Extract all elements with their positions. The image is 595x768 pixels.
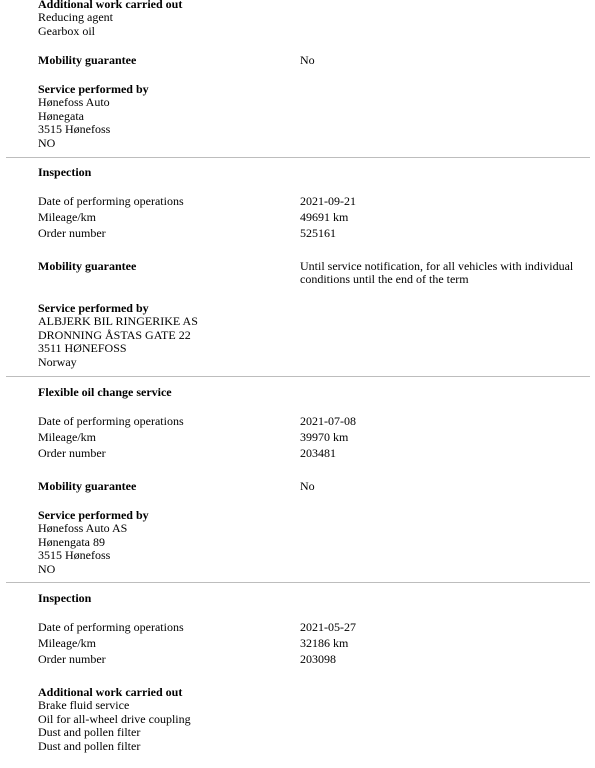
mobility-guarantee-value: No xyxy=(300,479,315,493)
service-performed-section xyxy=(38,509,149,576)
order-value: 203481 xyxy=(300,446,336,460)
order-value: 203098 xyxy=(300,652,336,666)
order-label: Order number xyxy=(38,652,106,666)
mileage-label: Mileage/km xyxy=(38,210,96,224)
mobility-guarantee-label: Mobility guarantee xyxy=(38,479,137,493)
additional-work-item: Reducing agent xyxy=(38,10,113,25)
service-address-line: 3515 Hønefoss xyxy=(38,122,111,137)
service-address-line: DRONNING ÅSTAS GATE 22 xyxy=(38,327,191,342)
service-address-line: Hønefoss Auto AS xyxy=(38,521,128,536)
service-performed-heading: Service performed by xyxy=(38,82,149,96)
order-value: 525161 xyxy=(300,226,336,240)
date-value: 2021-05-27 xyxy=(300,620,356,634)
date-label: Date of performing operations xyxy=(38,414,184,428)
service-address-line: 3511 HØNEFOSS xyxy=(38,341,127,356)
service-address-line: Hønegata xyxy=(38,108,84,123)
order-label: Order number xyxy=(38,446,106,460)
additional-work-item: Gearbox oil xyxy=(38,23,95,38)
mobility-guarantee-value: No xyxy=(300,53,315,67)
additional-work-section xyxy=(38,686,191,753)
service-performed-section xyxy=(38,302,198,369)
section-divider xyxy=(6,376,590,377)
additional-work-item: Dust and pollen filter xyxy=(38,725,141,740)
service-performed-heading: Service performed by xyxy=(38,301,149,315)
mobility-guarantee-label: Mobility guarantee xyxy=(38,259,137,273)
service-address-line: ALBJERK BIL RINGERIKE AS xyxy=(38,314,198,329)
additional-work-item: Oil for all-wheel drive coupling xyxy=(38,711,191,726)
service-address-line: Hønengata 89 xyxy=(38,534,105,549)
date-value: 2021-07-08 xyxy=(300,414,356,428)
section-divider xyxy=(6,157,590,158)
date-value: 2021-09-21 xyxy=(300,194,356,208)
mileage-label: Mileage/km xyxy=(38,636,96,650)
additional-work-heading: Additional work carried out xyxy=(38,685,183,699)
additional-work-item: Dust and pollen filter xyxy=(38,738,141,753)
date-label: Date of performing operations xyxy=(38,620,184,634)
service-address-line: Hønefoss Auto xyxy=(38,95,110,110)
entry-title: Flexible oil change service xyxy=(38,385,172,399)
mileage-value: 32186 km xyxy=(300,636,349,650)
date-label: Date of performing operations xyxy=(38,194,184,208)
entry-title: Inspection xyxy=(38,591,92,605)
additional-work-heading: Additional work carried out xyxy=(38,0,183,11)
order-label: Order number xyxy=(38,226,106,240)
section-divider xyxy=(6,582,590,583)
additional-work-item: Brake fluid service xyxy=(38,698,130,713)
mobility-guarantee-label: Mobility guarantee xyxy=(38,53,137,67)
service-address-line: NO xyxy=(38,561,56,576)
mileage-label: Mileage/km xyxy=(38,430,96,444)
mileage-value: 39970 km xyxy=(300,430,349,444)
service-address-line: Norway xyxy=(38,354,77,369)
mileage-value: 49691 km xyxy=(300,210,349,224)
entry-title: Inspection xyxy=(38,165,92,179)
mobility-guarantee-value: Until service notification, for all vehicles with individual conditions until the end of the term xyxy=(300,259,574,287)
service-performed-section xyxy=(38,83,149,150)
additional-work-section xyxy=(38,0,182,38)
service-address-line: 3515 Hønefoss xyxy=(38,548,111,563)
service-performed-heading: Service performed by xyxy=(38,508,149,522)
service-address-line: NO xyxy=(38,135,56,150)
